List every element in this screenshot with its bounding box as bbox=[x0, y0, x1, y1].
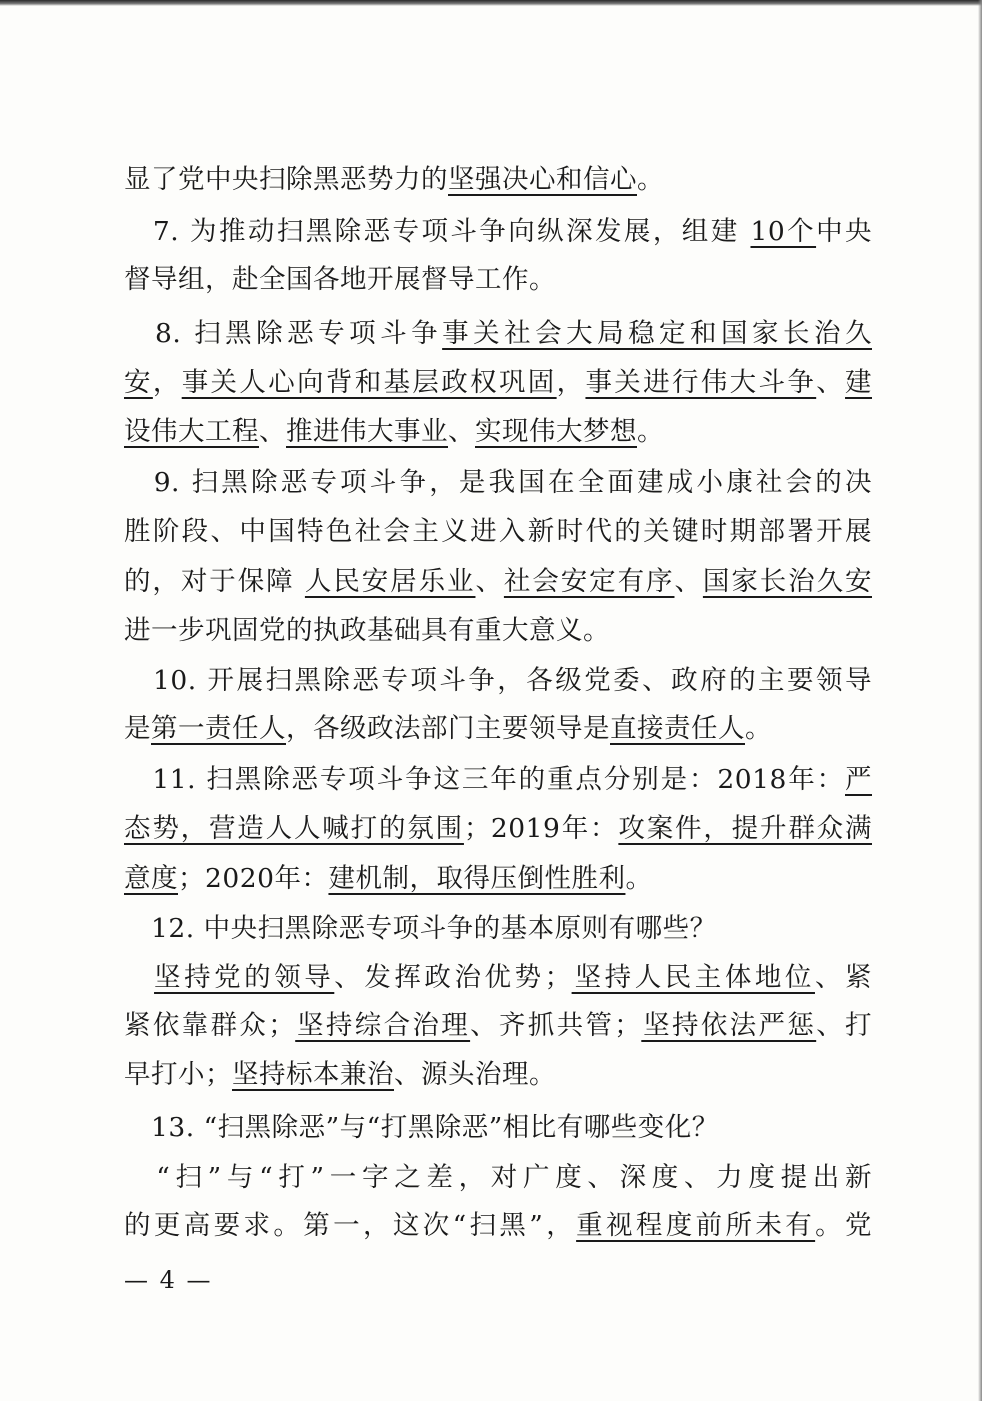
text-line bbox=[124, 960, 872, 996]
text-segment: 11. 扫黑除恶专项斗争这三年的重点分别是：2018年： bbox=[124, 764, 845, 795]
text-segment: 、源头治理。 bbox=[394, 1059, 556, 1090]
text-line bbox=[124, 316, 872, 352]
text-segment: 、齐抓共管； bbox=[470, 1010, 642, 1041]
text-line bbox=[124, 1110, 872, 1146]
text-segment: 。 bbox=[625, 863, 653, 894]
text-segment: ；2020年： bbox=[178, 863, 329, 894]
text-segment: 9. 扫黑除恶专项斗争，是我国在全面建成小康社会的决 bbox=[124, 467, 872, 498]
text-segment: ， bbox=[556, 367, 586, 398]
text-segment: 督导组，赴全国各地开展督导工作。 bbox=[124, 264, 556, 295]
text-segment: 、打 bbox=[816, 1010, 872, 1041]
text-line bbox=[124, 514, 872, 550]
text-segment: 7. 为推动扫黑除恶专项斗争向纵深发展，组建 bbox=[124, 216, 751, 247]
underlined-phrase: 坚持人民主体地位 bbox=[571, 962, 815, 993]
text-segment: 。 bbox=[637, 416, 664, 447]
text-segment bbox=[124, 962, 154, 993]
text-segment: 、 bbox=[475, 566, 504, 597]
underlined-phrase: 直接责任人 bbox=[610, 713, 745, 744]
text-segment: 13. “扫黑除恶”与“打黑除恶”相比有哪些变化？ bbox=[124, 1112, 719, 1143]
text-segment: ，各级政法部门主要领导是 bbox=[286, 713, 610, 744]
text-line bbox=[124, 262, 872, 298]
text-line bbox=[124, 811, 872, 847]
text-line bbox=[124, 1008, 872, 1044]
text-segment: 12. 中央扫黑除恶专项斗争的基本原则有哪些？ bbox=[124, 913, 717, 944]
text-segment: 、 bbox=[259, 416, 286, 447]
underlined-phrase: 建 bbox=[845, 367, 872, 398]
text-line bbox=[124, 214, 872, 250]
text-line bbox=[124, 762, 872, 798]
text-segment: 的，对于保障 bbox=[124, 566, 305, 597]
underlined-phrase: 事关社会大局稳定和国家长治久 bbox=[442, 318, 872, 349]
underlined-phrase: 人民安居乐业 bbox=[304, 566, 476, 597]
underlined-phrase: 意度 bbox=[124, 863, 178, 894]
text-line bbox=[124, 414, 872, 450]
underlined-phrase: 建机制，取得压倒性胜利 bbox=[328, 863, 626, 894]
text-line bbox=[124, 365, 872, 401]
underlined-phrase: 坚强决心和信心 bbox=[448, 164, 637, 195]
text-segment: 是 bbox=[124, 713, 151, 744]
underlined-phrase: 实现伟大梦想 bbox=[475, 416, 637, 447]
text-segment: 、发挥政治优势； bbox=[334, 962, 572, 993]
underlined-phrase: 攻案件，提升群众满 bbox=[618, 813, 872, 844]
underlined-phrase: 社会安定有序 bbox=[503, 566, 675, 597]
text-segment: “扫”与“打”一字之差，对广度、深度、力度提出新 bbox=[124, 1162, 872, 1193]
text-line bbox=[124, 162, 872, 198]
text-segment: 进一步巩固党的执政基础具有重大意义。 bbox=[124, 615, 610, 646]
text-line bbox=[124, 1208, 872, 1244]
underlined-phrase: 坚持综合治理 bbox=[295, 1010, 471, 1041]
underlined-phrase: 事关进行伟大斗争 bbox=[585, 367, 817, 398]
underlined-phrase: 坚持标本兼治 bbox=[232, 1059, 394, 1090]
text-segment: 、 bbox=[816, 367, 846, 398]
underlined-phrase: 国家长治久安 bbox=[702, 566, 872, 597]
text-segment: 中央 bbox=[816, 216, 872, 247]
underlined-phrase: 坚持依法严惩 bbox=[641, 1010, 817, 1041]
underlined-phrase: 安 bbox=[124, 367, 153, 398]
text-segment: 10. 开展扫黑除恶专项斗争，各级党委、政府的主要领导 bbox=[124, 665, 872, 696]
scan-edge-top bbox=[0, 0, 982, 6]
text-segment: 、 bbox=[448, 416, 475, 447]
page-number: — 4 — bbox=[124, 1266, 213, 1294]
text-segment: 胜阶段、中国特色社会主义进入新时代的关键时期部署开展 bbox=[124, 516, 872, 547]
underlined-phrase: 第一责任人 bbox=[151, 713, 286, 744]
underlined-phrase: 10个 bbox=[750, 216, 817, 247]
text-line bbox=[124, 1160, 872, 1196]
text-line bbox=[124, 1057, 872, 1093]
text-line bbox=[124, 613, 872, 649]
text-line bbox=[124, 564, 872, 600]
text-line bbox=[124, 911, 872, 947]
text-segment: 。 bbox=[637, 164, 664, 195]
underlined-phrase: 态势，营造人人喊打的氛围 bbox=[124, 813, 464, 844]
text-segment: ， bbox=[152, 367, 182, 398]
underlined-phrase: 设伟大工程 bbox=[124, 416, 259, 447]
text-line bbox=[124, 711, 872, 747]
scan-edge-right bbox=[978, 0, 982, 1401]
text-segment: 紧依靠群众； bbox=[124, 1010, 296, 1041]
text-segment: ；2019年： bbox=[463, 813, 619, 844]
text-segment: 早打小； bbox=[124, 1059, 232, 1090]
text-segment: 、 bbox=[674, 566, 703, 597]
underlined-phrase: 推进伟大事业 bbox=[286, 416, 448, 447]
text-segment: 显了党中央扫除黑恶势力的 bbox=[124, 164, 448, 195]
text-segment: 。 bbox=[745, 713, 772, 744]
underlined-phrase: 坚持党的领导 bbox=[154, 962, 335, 993]
text-segment: 的更高要求。第一，这次“扫黑”， bbox=[124, 1210, 577, 1241]
text-line bbox=[124, 861, 872, 897]
text-segment: 、紧 bbox=[814, 962, 872, 993]
underlined-phrase: 重视程度前所未有 bbox=[576, 1210, 816, 1241]
text-line bbox=[124, 465, 872, 501]
underlined-phrase: 严 bbox=[845, 764, 872, 795]
text-line bbox=[124, 663, 872, 699]
text-segment: 。党 bbox=[815, 1210, 872, 1241]
underlined-phrase: 事关人心向背和基层政权巩固 bbox=[181, 367, 557, 398]
text-segment: 8. 扫黑除恶专项斗争 bbox=[124, 318, 443, 349]
